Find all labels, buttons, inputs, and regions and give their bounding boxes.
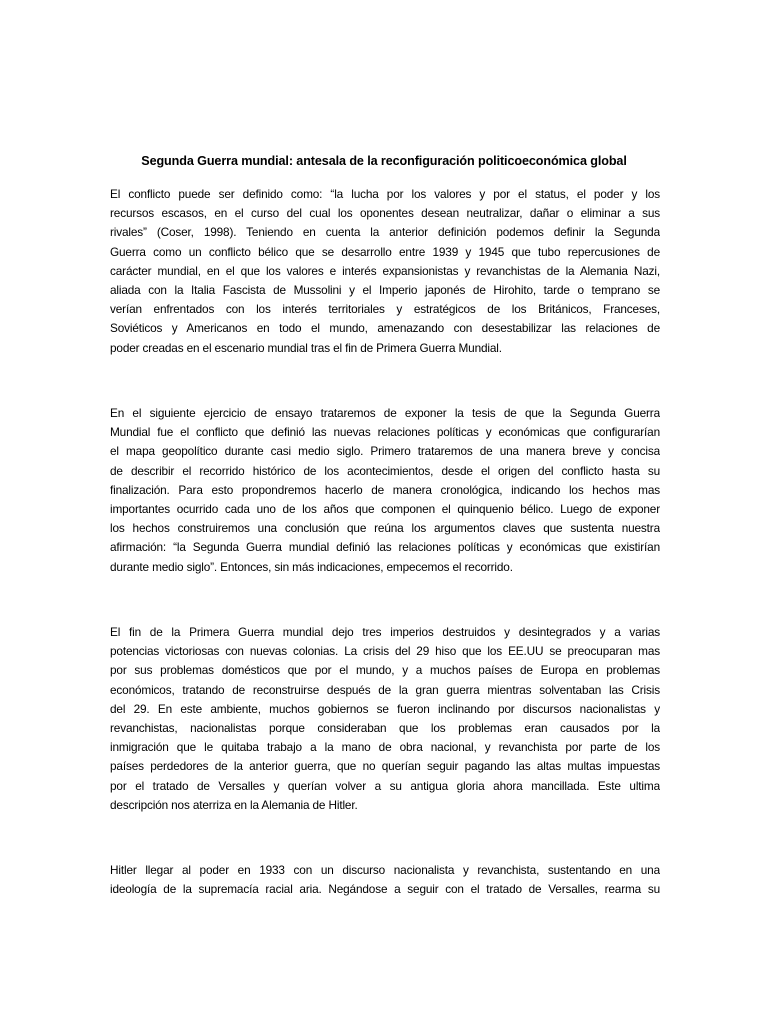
text-line: En el siguiente ejercicio de ensayo trataremos de exponer la tesis de que la Segunda Guerra [110,406,660,420]
text-line: por sus problemas domésticos que por el mundo, y a muchos países de Europa en problemas [110,663,660,678]
text-line: países perdedores de la anterior guerra, que no querían seguir pagando las altas multas impuestas [110,759,660,774]
paragraph-hitler [110,861,660,899]
text-line: ideología de la supremacía racial aria. Negándose a seguir con el tratado de Versalles, rearma su [110,882,660,897]
document-title: Segunda Guerra mundial: antesala de la reconfiguración politicoeconómica global [141,154,627,168]
text-line: Hitler llegar al poder en 1933 con un discurso nacionalista y revanchista, sustentando en una [110,863,660,877]
text-line: afirmación: “la Segunda Guerra mundial definió las relaciones políticas y económicas que existirían [110,540,660,555]
text-line: El conflicto puede ser definido como: “la lucha por los valores y por el status, el poder y los [110,187,660,201]
text-line: carácter mundial, en el que los valores e interés expansionistas y revanchistas de la Alemania Nazi, [110,263,660,278]
text-line: del 29. En este ambiente, muchos gobiernos se fueron inclinando por discursos nacionalistas y [110,701,660,716]
text-line: verían enfrentados con los interés territoriales y estratégicos de los Británicos, Franceses, [110,302,660,317]
paragraph-thesis [110,404,660,577]
text-line: revanchistas, nacionalistas porque consideraban que los problemas eran causados por la [110,721,660,736]
text-line: de describir el recorrido histórico de los acontecimientos, desde el origen del conflicto hasta su [110,463,660,478]
text-line: descripción nos aterriza en la Alemania de Hitler. [110,797,358,812]
paragraph-context [110,623,660,815]
text-line: por el tratado de Versalles y querían volver a su antigua gloria ahora mancillada. Este ultima [110,778,660,793]
text-line: inmigración que le quitaba trabajo a la mano de obra nacional, y revanchista por parte de los [110,740,660,755]
text-line: aliada con la Italia Fascista de Mussolini y el Imperio japonés de Hirohito, tarde o temprano se [110,283,660,298]
text-line: poder creadas en el escenario mundial tras el fin de Primera Guerra Mundial. [110,340,502,355]
text-line: los hechos construiremos una conclusión que reúna los argumentos claves que sustenta nuestra [110,521,660,536]
text-line: recursos escasos, en el curso del cual los oponentes desean neutralizar, dañar o eliminar a sus [110,206,660,221]
text-line: importantes ocurrido cada uno de los años que componen el quinquenio bélico. Luego de exponer [110,502,660,517]
paragraph-conflict-definition [110,185,660,358]
text-line: económicos, tratando de reconstruirse después de la gran guerra mientras solventaban las Crisis [110,682,660,697]
text-line: Mundial fue el conflicto que definió las nuevas relaciones políticas y económicas que configurarían [110,425,660,440]
text-line: Guerra como un conflicto bélico que se desarrollo entre 1939 y 1945 que tubo repercusiones de [110,244,660,259]
text-line: rivales” (Coser, 1998). Teniendo en cuenta la anterior definición podemos definir la Segunda [110,225,660,240]
text-line: Soviéticos y Americanos en todo el mundo, amenazando con desestabilizar las relaciones de [110,321,660,336]
text-line: el mapa geopolítico durante casi medio siglo. Primero trataremos de una manera breve y concisa [110,444,660,459]
text-line: potencias victoriosas con nuevas colonias. La crisis del 29 hiso que los EE.UU se preocuparan mas [110,644,660,659]
text-line: durante medio siglo”. Entonces, sin más indicaciones, empecemos el recorrido. [110,559,513,574]
text-line: El fin de la Primera Guerra mundial dejo tres imperios destruidos y desintegrados y a varias [110,625,660,639]
text-line: finalización. Para esto propondremos hacerlo de manera cronológica, indicando los hechos mas [110,482,660,497]
